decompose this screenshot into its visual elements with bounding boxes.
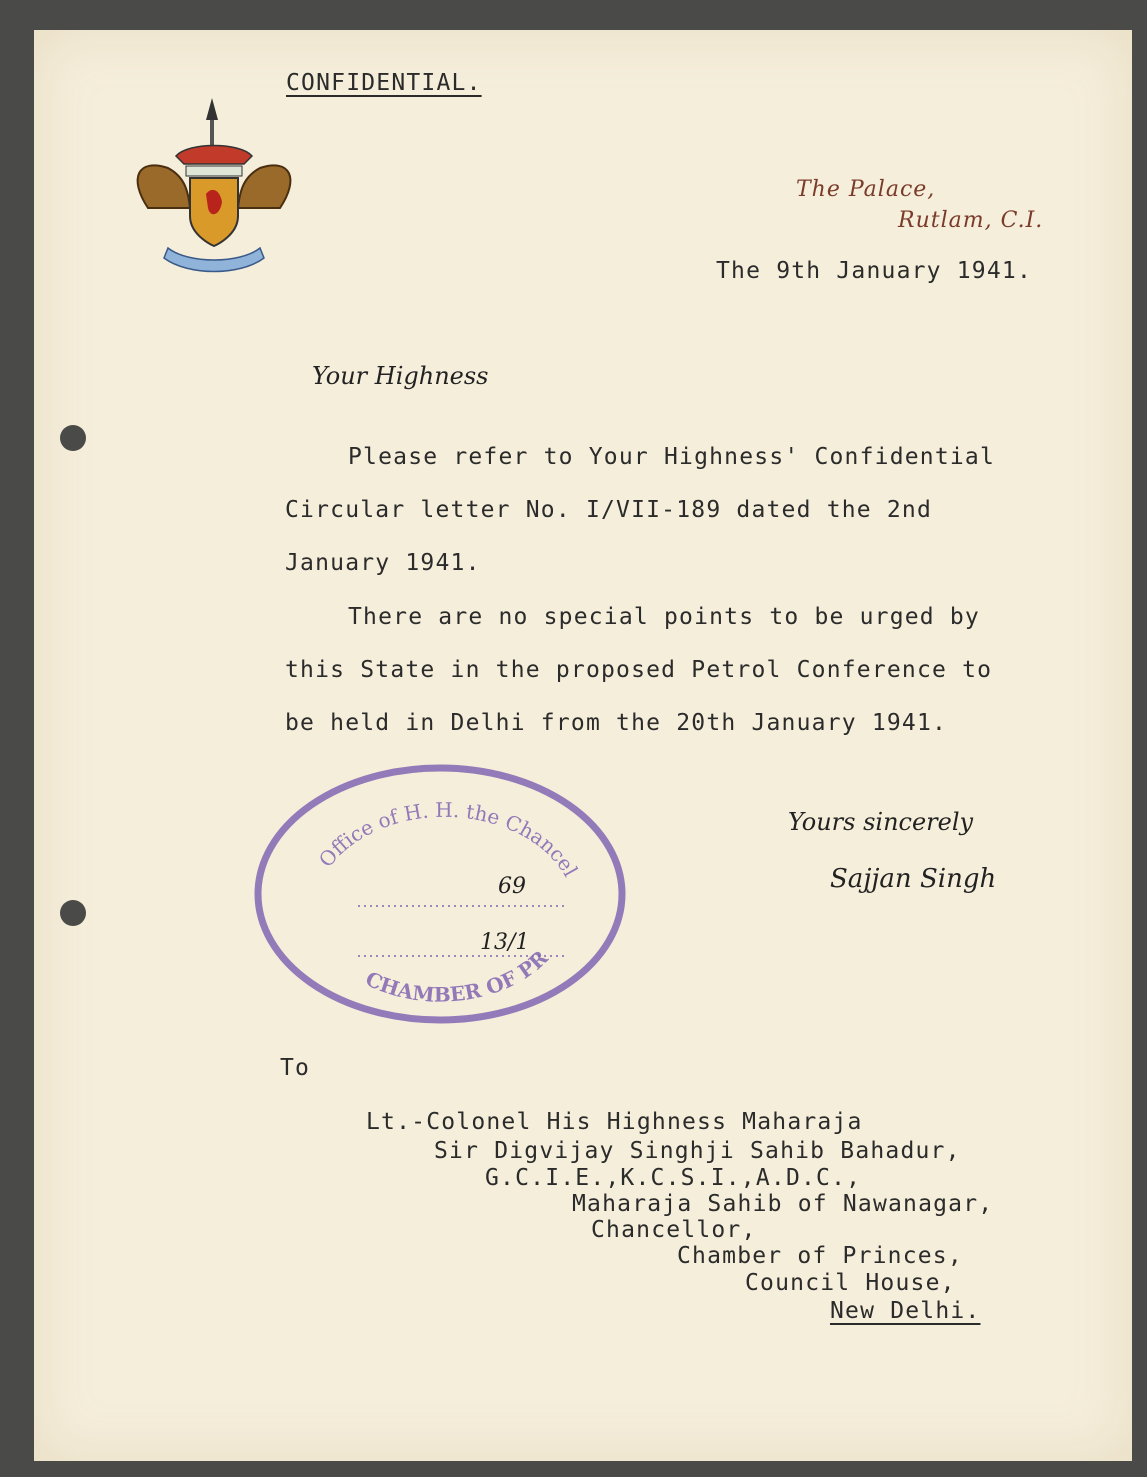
letter-date: The 9th January 1941.: [716, 258, 1032, 284]
stamp-top-text: Office of H. H. the Chancel: [313, 797, 583, 881]
confidential-heading: CONFIDENTIAL.: [286, 70, 482, 96]
body-paragraph-1-line-3: January 1941.: [285, 550, 481, 576]
salutation: Your Highness: [312, 362, 489, 390]
to-label: To: [280, 1055, 311, 1081]
recipient-line-8: New Delhi.: [830, 1298, 981, 1324]
stamp-number: 69: [498, 874, 526, 899]
recipient-line-3: G.C.I.E.,K.C.S.I.,A.D.C.,: [485, 1165, 862, 1191]
recipient-line-7: Council House,: [745, 1270, 956, 1296]
recipient-line-4: Maharaja Sahib of Nawanagar,: [572, 1191, 994, 1217]
signature: Sajjan Singh: [830, 864, 997, 894]
body-paragraph-2-line-2: this State in the proposed Petrol Conference to: [285, 657, 993, 683]
office-stamp: [248, 760, 632, 1028]
body-paragraph-2-line-1: There are no special points to be urged by: [348, 604, 980, 630]
recipient-line-1: Lt.-Colonel His Highness Maharaja: [366, 1109, 863, 1135]
body-paragraph-1-line-2: Circular letter No. I/VII-189 dated the 2nd: [285, 497, 933, 523]
coat-of-arms-icon: [128, 98, 300, 276]
stamp-bottom-text: CHAMBER OF PR: [361, 945, 553, 1007]
address-line-1: The Palace,: [796, 177, 936, 202]
stamp-date: 13/1: [480, 930, 530, 955]
body-paragraph-1-line-1: Please refer to Your Highness' Confidential: [348, 444, 996, 470]
punch-hole: [60, 425, 86, 451]
punch-hole: [60, 900, 86, 926]
address-line-2: Rutlam, C.I.: [898, 208, 1044, 233]
valediction: Yours sincerely: [788, 808, 974, 836]
recipient-line-5: Chancellor,: [591, 1217, 757, 1243]
recipient-line-2: Sir Digvijay Singhji Sahib Bahadur,: [434, 1138, 961, 1164]
stamp-oval-icon: [248, 760, 632, 1028]
body-paragraph-2-line-3: be held in Delhi from the 20th January 1941.: [285, 710, 948, 736]
recipient-line-6: Chamber of Princes,: [677, 1243, 963, 1269]
